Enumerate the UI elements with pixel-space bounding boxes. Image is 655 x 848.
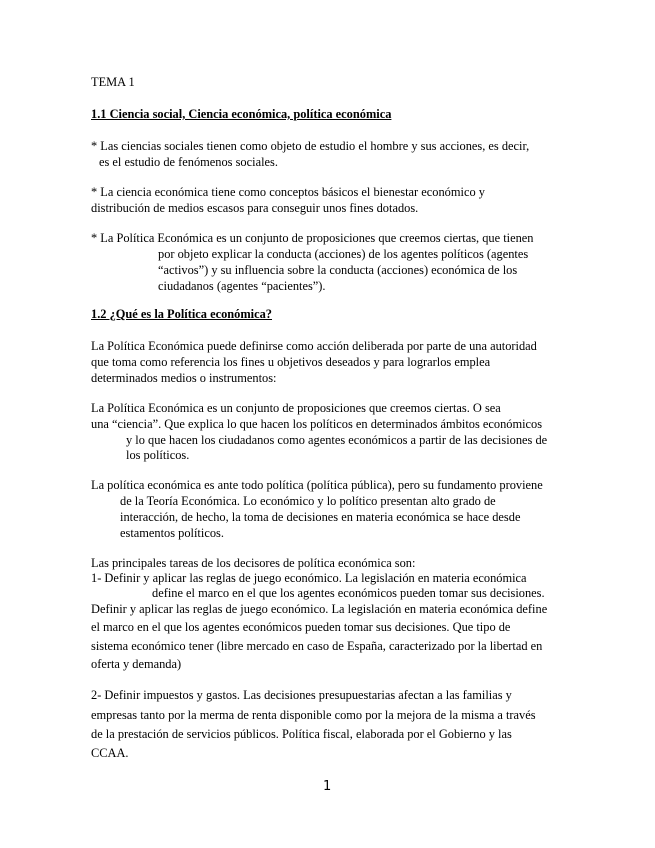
section-heading-1-1: 1.1 Ciencia social, Ciencia económica, política económica bbox=[91, 107, 392, 121]
text-line: de la prestación de servicios públicos. Política fiscal, elaborada por el Gobierno y las bbox=[91, 727, 512, 741]
text-line: el marco en el que los agentes económicos pueden tomar sus decisiones. Que tipo de bbox=[91, 620, 511, 634]
tema-label: TEMA 1 bbox=[91, 75, 135, 89]
text-line: por objeto explicar la conducta (acciones) de los agentes políticos (agentes bbox=[158, 247, 529, 261]
text-line: empresas tanto por la merma de renta disponible como por la mejora de la misma a través bbox=[91, 708, 536, 722]
text-line: La Política Económica puede definirse como acción deliberada por parte de una autoridad bbox=[91, 339, 537, 353]
text-line: * La Política Económica es un conjunto de proposiciones que creemos ciertas, que tienen bbox=[91, 231, 534, 245]
text-line: y lo que hacen los ciudadanos como agentes económicos a partir de las decisiones de bbox=[126, 433, 548, 447]
text-line: interacción, de hecho, la toma de decisiones en materia económica se hace desde bbox=[120, 510, 521, 524]
text-line: * Las ciencias sociales tienen como objeto de estudio el hombre y sus acciones, es decir, bbox=[91, 139, 530, 153]
section-heading-1-2: 1.2 ¿Qué es la Política económica? bbox=[91, 307, 273, 321]
text-line: “activos”) y su influencia sobre la conducta (acciones) económica de los bbox=[158, 263, 518, 277]
text-line: es el estudio de fenómenos sociales. bbox=[99, 155, 278, 169]
text-line: Definir y aplicar las reglas de juego económico. La legislación en materia económica define bbox=[91, 602, 548, 616]
text-line: La Política Económica es un conjunto de proposiciones que creemos ciertas. O sea bbox=[91, 401, 501, 415]
text-line: determinados medios o instrumentos: bbox=[91, 371, 277, 385]
text-line: oferta y demanda) bbox=[91, 657, 182, 671]
text-line: los políticos. bbox=[126, 448, 190, 462]
text-line: ciudadanos (agentes “pacientes”). bbox=[158, 279, 326, 293]
text-line: sistema económico tener (libre mercado en caso de España, caracterizado por la libertad en bbox=[91, 639, 543, 653]
text-line: Las principales tareas de los decisores de política económica son: bbox=[91, 556, 416, 570]
text-line: 1- Definir y aplicar las reglas de juego económico. La legislación en materia económica bbox=[91, 571, 527, 585]
text-line: que toma como referencia los fines u objetivos deseados y para lograrlos emplea bbox=[91, 355, 491, 369]
text-line: una “ciencia”. Que explica lo que hacen los políticos en determinados ámbitos económicos bbox=[91, 417, 543, 431]
text-line: CCAA. bbox=[91, 746, 129, 760]
text-line: distribución de medios escasos para conseguir unos fines dotados. bbox=[91, 201, 419, 215]
text-line: * La ciencia económica tiene como conceptos básicos el bienestar económico y bbox=[91, 185, 485, 199]
text-line: de la Teoría Económica. Lo económico y lo político presentan alto grado de bbox=[120, 494, 496, 508]
text-line: 2- Definir impuestos y gastos. Las decisiones presupuestarias afectan a las familias y bbox=[91, 688, 512, 702]
text-line: La política económica es ante todo política (política pública), pero su fundamento proviene bbox=[91, 478, 543, 492]
text-line: define el marco en el que los agentes económicos pueden tomar sus decisiones. bbox=[152, 586, 545, 600]
text-line: estamentos políticos. bbox=[120, 526, 224, 540]
page-number: 1 bbox=[323, 779, 332, 794]
